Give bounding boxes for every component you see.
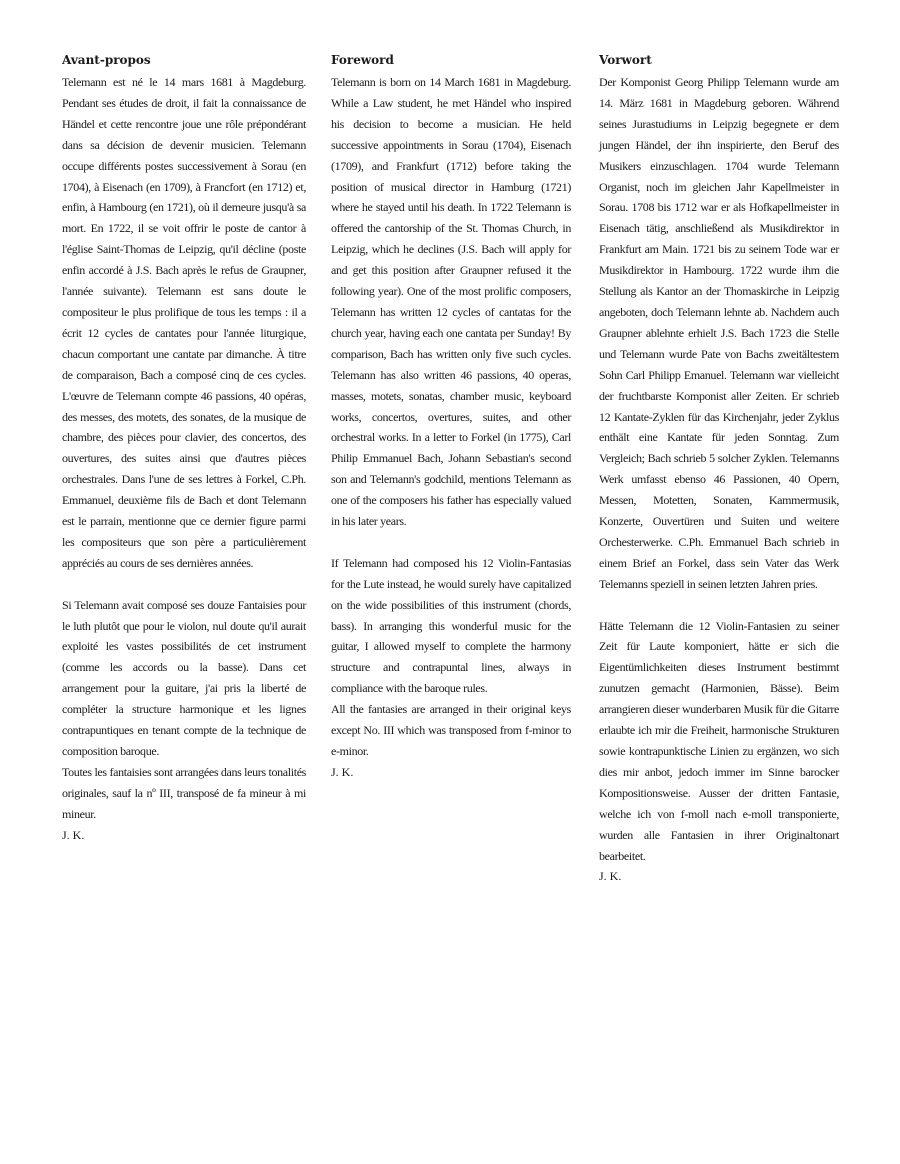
french-paragraph-3: Toutes les fantaisies sont arrangées dans leurs tonalités originales, sauf la nº III, transposé de fa mineur à mi mineur. (62, 764, 306, 821)
english-paragraph-3: All the fantasies are arranged in their original keys except No. III which was transposed from f-minor to e-minor. (331, 702, 571, 758)
french-signature: J. K. (62, 827, 85, 842)
german-paragraph-1: Der Komponist Georg Philipp Telemann wurde am 14. März 1681 in Magdeburg geboren. Während seines Jurastudiums in Leipzig begegnete er dem jungen Händel, der ihn inspirierte, den Beruf des Musikers einzuschlagen. 1704 wurde Telemann Organist, noch im gleichen Jahr Kapellmeister in Sorau. 1708 bis 1712 war er als Hofkapellmeister in Eisenach tätig, anschließend als Musikdirektor in Frankfurt am Main. 1721 bis zu seinem Tode war er Musikdirektor in Hambourg. 1722 wurde ihm die Stellung als Kantor an der Thomaskirche in Leipzig angeboten, doch Telemann lehnte ab. Nachdem auch Graupner ablehnte erhielt J.S. Bach 1723 die Stelle und Telemann wurde Pate von Bachs zweitältestem Sohn Carl Philipp Emanuel. Telemann war vielleicht der fruchtbarste Komponist aller Zeiten. Er schrieb 12 Kantate-Zyklen für das Kirchenjahr, jeder Zyklus enthält eine Kantate für jeden Sonntag. Zum Vergleich; Bach schrieb 5 solcher Zyklen. Telemanns Werk umfasst ebenso 46 Passionen, 40 Opern, Messen, Motetten, Sonaten, Kammermusik, Konzerte, Ouvertüren und Suiten und weitere Orchesterwerke. C.Ph. Emmanuel Bach schrieb in einem Brief an Forkel, dass sein Vater das Werk Telemanns speziell in seinen letzten Jahren pries. (599, 75, 839, 591)
german-column (599, 52, 839, 887)
german-paragraph-2: Hätte Telemann die 12 Violin-Fantasien zu seiner Zeit für Laute komponiert, hätte er sich die Eigentümlichkeiten dieses Instrument bestimmt zunutzen gemacht (Harmonien, Bässe). Beim arrangieren dieser wunderbaren Musik für die Gitarre erlaubte ich mir die Freiheit, harmonische Strukturen sowie kontrapunktische Linien zu ergänzen, wo sich dies mir anbot, jedoch immer im Sinne barocker Kompositionsweise. Ausser der dritten Fantasie, welche ich von f-moll nach e-moll transponierte, wurden alle Fantasien in ihrer Originaltonart bearbeitet. (599, 618, 839, 863)
english-column (331, 52, 571, 783)
french-paragraph-2: Si Telemann avait composé ses douze Fantaisies pour le luth plutôt que pour le violon, nul doute qu'il aurait exploité les vastes possibilités de cet instrument (comme les accords ou la basse). Dans cet arrangement pour la guitare, j'ai pris la liberté de compléter la structure harmonique et les lignes contrapuntiques en tenant compte de la technique de composition baroque. (62, 597, 306, 758)
german-heading: Vorwort (599, 53, 652, 67)
french-paragraph-1: Telemann est né le 14 mars 1681 à Magdeburg. Pendant ses études de droit, il fait la connaissance de Händel et cette rencontre joue une rôle prépondérant dans sa décision de devenir musicien. Telemann occupe différents postes successivement à Sorau (en 1704), à Eisenach (en 1709), à Francfort (en 1712) et, enfin, à Hambourg (en 1721), où il demeure jusqu'à sa mort. En 1722, il se voit offrir le poste de cantor à l'église Saint-Thomas de Leipzig, qu'il décline (poste enfin accordé à J.S. Bach après le refus de Graupner, l'année suivante). Telemann est sans doute le compositeur le plus prolifique de tous les temps : il a écrit 12 cycles de cantates pour l'année liturgique, chacun comportant une cantate par dimanche. À titre de comparaison, Bach a composé cinq de ces cycles. L'œuvre de Telemann compte 46 passions, 40 opéras, des messes, des motets, des sonates, de la musique de chambre, des pièces pour clavier, des concertos, des ouvertures, des suites ainsi que d'autres pièces orchestrales. Dans l'une de ses lettres à Forkel, C.Ph. Emmanuel, deuxième fils de Bach et dont Telemann est le parrain, mentionne que ce dernier figure parmi les compositeurs que son père a particulièrement appréciés au cours de ses dernières années. (62, 75, 306, 570)
english-heading: Foreword (331, 53, 394, 67)
german-signature: J. K. (599, 869, 622, 884)
english-paragraph-2: If Telemann had composed his 12 Violin-Fantasias for the Lute instead, he would surely have capitalized on the wide possibilities of this instrument (chords, bass). In arranging this wonderful music for the guitar, I allowed myself to complete the harmony structure and contrapuntal lines, always in compliance with the baroque rules. (331, 555, 571, 696)
english-paragraph-1: Telemann is born on 14 March 1681 in Magdeburg. While a Law student, he met Händel who inspired his decision to become a musician. He held successive appointments in Sorau (1704), Eisenach (1709), and Frankfurt (1712) before taking the position of musical director in Hamburg (1721) where he stayed until his death. In 1722 Telemann is offered the cantorship of the St. Thomas Church, in Leipzig, which he declines (J.S. Bach will apply for and get this position after Graupner refused it the following year). One of the most prolific composers, Telemann has written 12 cycles of cantatas for the church year, having each one cantata per Sunday! By comparison, Bach has written only five such cycles. Telemann has also written 46 passions, 40 operas, masses, motets, sonatas, chamber music, keyboard works, concertos, overtures, suites, and other orchestral works. In a letter to Forkel (in 1775), Carl Philip Emmanuel Bach, Johann Sebastian's second son and Telemann's godchild, mentions Telemann as one of the composers his father has especially valued in his later years. (331, 75, 571, 529)
french-heading: Avant-propos (62, 53, 151, 67)
french-column (62, 52, 306, 846)
english-signature: J. K. (331, 764, 354, 779)
